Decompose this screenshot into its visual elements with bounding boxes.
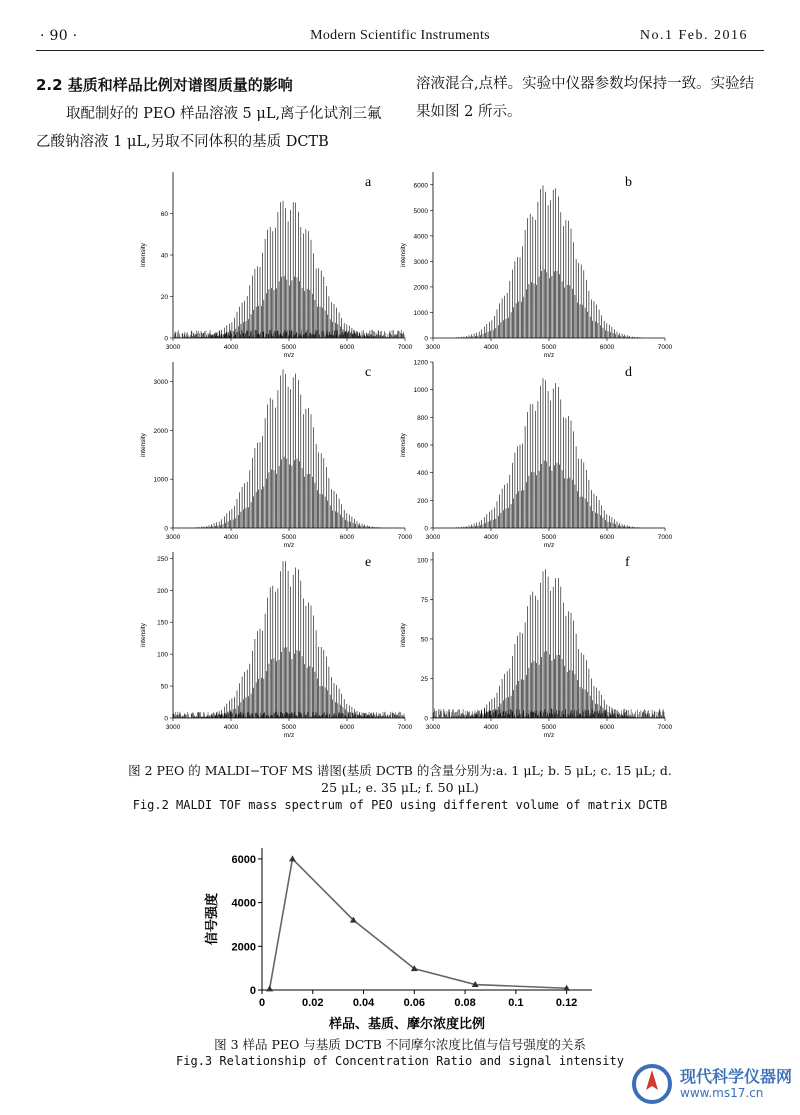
y-tick-label: 6000 <box>231 853 256 866</box>
panel-label: d <box>625 365 632 380</box>
x-tick-label: 6000 <box>599 724 615 731</box>
x-tick-label: 4000 <box>223 344 239 351</box>
y-tick-label: 20 <box>160 294 168 301</box>
figure-2-caption-en <box>0 796 800 814</box>
watermark <box>628 1060 798 1110</box>
x-tick-label: 5000 <box>541 724 557 731</box>
section-title: 2.2 基质和样品比例对谱图质量的影响 <box>36 76 293 94</box>
y-axis-label: intensity <box>140 433 147 457</box>
x-tick-label: 7000 <box>397 344 413 351</box>
x-tick-label: 3000 <box>425 534 441 541</box>
y-tick-label: 50 <box>420 636 428 644</box>
x-tick-label: 5000 <box>541 534 557 541</box>
watermark-logo-icon <box>628 1060 676 1108</box>
panel-label: c <box>365 365 372 380</box>
x-tick-label: 7000 <box>657 724 673 731</box>
y-tick-label: 0 <box>424 335 428 343</box>
x-tick-label: 0 <box>258 997 266 1009</box>
y-tick-label: 0 <box>164 715 168 723</box>
header-rule <box>36 50 764 51</box>
spectrum-peaks <box>196 201 381 338</box>
y-tick-label: 200 <box>417 497 428 505</box>
x-tick-label: 4000 <box>223 724 239 731</box>
series-line <box>270 859 567 989</box>
x-tick-label: 0.04 <box>352 997 375 1009</box>
y-tick-label: 2000 <box>153 427 168 435</box>
spectrum-svg-e <box>135 548 413 739</box>
spectrum-svg-f <box>395 548 673 739</box>
x-axis-label: m/z <box>283 542 295 549</box>
y-tick-label: 1000 <box>413 387 428 395</box>
spectrum-peaks <box>456 569 641 718</box>
figure-3-svg <box>200 838 610 1038</box>
x-tick-label: 3000 <box>165 344 181 351</box>
x-axis-label: 样品、基质、摩尔浓度比例 <box>328 1017 486 1032</box>
y-tick-label: 800 <box>417 414 428 422</box>
y-axis-label: 信号强度 <box>205 892 220 946</box>
x-tick-label: 3000 <box>425 344 441 351</box>
x-tick-label: 6000 <box>339 534 355 541</box>
y-tick-label: 1000 <box>413 309 428 317</box>
y-tick-label: 400 <box>417 470 428 478</box>
x-tick-label: 0.08 <box>454 997 476 1009</box>
x-tick-label: 0.12 <box>555 997 578 1009</box>
y-tick-label: 40 <box>160 252 168 260</box>
y-tick-label: 2000 <box>413 284 428 292</box>
spectrum-peaks <box>456 378 641 528</box>
y-tick-label: 600 <box>417 442 428 450</box>
y-tick-label: 0 <box>164 335 168 343</box>
spectrum-panel-a <box>135 168 413 359</box>
y-tick-label: 200 <box>157 587 168 595</box>
y-tick-label: 0 <box>424 715 428 723</box>
y-axis-label: intensity <box>140 623 147 647</box>
x-tick-label: 0.06 <box>403 997 426 1009</box>
figure-3-caption-en-text: Fig.3 Relationship of Concentration Ratio and signal intensity <box>176 1054 624 1068</box>
x-axis-label: m/z <box>543 542 555 549</box>
figure-2-caption-cn-2: 25 μL; e. 35 μL; f. 50 μL) <box>321 780 479 795</box>
spectrum-peaks <box>196 561 381 718</box>
x-axis-label: m/z <box>543 732 555 739</box>
paragraph-left-text: 取配制好的 PEO 样品溶液 5 μL,离子化试剂三氟乙酸钠溶液 1 μL,另取不同体积的基质 DCTB <box>36 106 382 150</box>
spectrum-svg-a <box>135 168 413 359</box>
y-tick-label: 100 <box>417 557 428 565</box>
figure-3-caption-cn: 图 3 样品 PEO 与基质 DCTB 不同摩尔浓度比值与信号强度的关系 <box>214 1037 586 1052</box>
y-tick-label: 0 <box>164 525 168 533</box>
x-tick-label: 7000 <box>657 534 673 541</box>
y-tick-label: 50 <box>160 683 168 691</box>
x-axis-label: m/z <box>543 352 555 359</box>
y-tick-label: 6000 <box>413 182 428 190</box>
y-tick-label: 60 <box>160 211 168 218</box>
x-tick-label: 7000 <box>397 724 413 731</box>
watermark-name: 现代科学仪器网 <box>680 1067 793 1086</box>
spectrum-panel-f <box>395 548 673 739</box>
y-tick-label: 2000 <box>231 941 256 954</box>
y-tick-label: 5000 <box>413 207 428 215</box>
spectrum-panel-b <box>395 168 673 359</box>
x-tick-label: 5000 <box>281 724 297 731</box>
x-tick-label: 6000 <box>599 344 615 351</box>
x-tick-label: 4000 <box>483 724 499 731</box>
panel-label: e <box>365 555 372 570</box>
figure-2-caption-cn-1: 图 2 PEO 的 MALDI−TOF MS 谱图(基质 DCTB 的含量分别为:a. 1 μL; b. 5 μL; c. 15 μL; d. <box>128 763 672 778</box>
x-tick-label: 4000 <box>483 534 499 541</box>
panel-label: f <box>625 555 630 570</box>
watermark-url: www.ms17.cn <box>680 1086 764 1100</box>
y-tick-label: 0 <box>424 525 428 533</box>
y-tick-label: 0 <box>249 985 256 997</box>
paragraph-right: 溶液混合,点样。实验中仪器参数均保持一致。实验结果如图 2 所示。 <box>416 76 755 120</box>
y-axis-label: intensity <box>400 433 407 457</box>
journal-title: Modern Scientific Instruments <box>310 28 490 43</box>
panel-label: a <box>365 175 372 190</box>
y-tick-label: 3000 <box>153 379 168 387</box>
x-tick-label: 5000 <box>281 344 297 351</box>
x-tick-label: 4000 <box>223 534 239 541</box>
y-tick-label: 150 <box>157 619 168 627</box>
y-axis-label: intensity <box>140 243 147 267</box>
paragraph-left <box>36 100 396 156</box>
issue-info: No.1 Feb. 2016 <box>639 28 748 43</box>
spectrum-peaks <box>456 185 641 338</box>
x-tick-label: 6000 <box>599 534 615 541</box>
x-tick-label: 5000 <box>541 344 557 351</box>
spectrum-svg-b <box>395 168 673 359</box>
y-tick-label: 250 <box>157 555 168 563</box>
x-tick-label: 0.1 <box>508 997 524 1009</box>
spectrum-peaks <box>196 370 381 529</box>
spectrum-svg-c <box>135 358 413 549</box>
spectrum-panel-d <box>395 358 673 549</box>
spectrum-panel-c <box>135 358 413 549</box>
x-tick-label: 7000 <box>397 534 413 541</box>
x-axis-label: m/z <box>283 352 295 359</box>
x-tick-label: 3000 <box>165 534 181 541</box>
x-tick-label: 3000 <box>165 724 181 731</box>
y-axis-label: intensity <box>400 623 407 647</box>
data-point <box>289 855 296 861</box>
data-point <box>266 985 273 991</box>
spectrum-svg-d <box>395 358 673 549</box>
y-tick-label: 3000 <box>413 258 428 266</box>
figure-3-chart <box>200 838 610 1038</box>
page-number: · 90 · <box>40 28 78 44</box>
y-tick-label: 1000 <box>153 476 168 484</box>
y-tick-label: 4000 <box>413 233 428 241</box>
y-tick-label: 4000 <box>231 897 256 910</box>
figure-2-caption-en-text: Fig.2 MALDI TOF mass spectrum of PEO using different volume of matrix DCTB <box>132 798 668 812</box>
x-tick-label: 0.02 <box>302 997 324 1009</box>
x-tick-label: 4000 <box>483 344 499 351</box>
x-axis-label: m/z <box>283 732 295 739</box>
x-tick-label: 6000 <box>339 344 355 351</box>
y-tick-label: 25 <box>420 675 428 683</box>
panel-label: b <box>625 175 632 190</box>
x-tick-label: 7000 <box>657 344 673 351</box>
x-tick-label: 5000 <box>281 534 297 541</box>
x-tick-label: 6000 <box>339 724 355 731</box>
y-tick-label: 100 <box>157 651 168 659</box>
x-tick-label: 3000 <box>425 724 441 731</box>
y-tick-label: 75 <box>420 596 428 604</box>
y-axis-label: intensity <box>400 243 407 267</box>
spectrum-panel-e <box>135 548 413 739</box>
y-tick-label: 1200 <box>413 359 428 367</box>
